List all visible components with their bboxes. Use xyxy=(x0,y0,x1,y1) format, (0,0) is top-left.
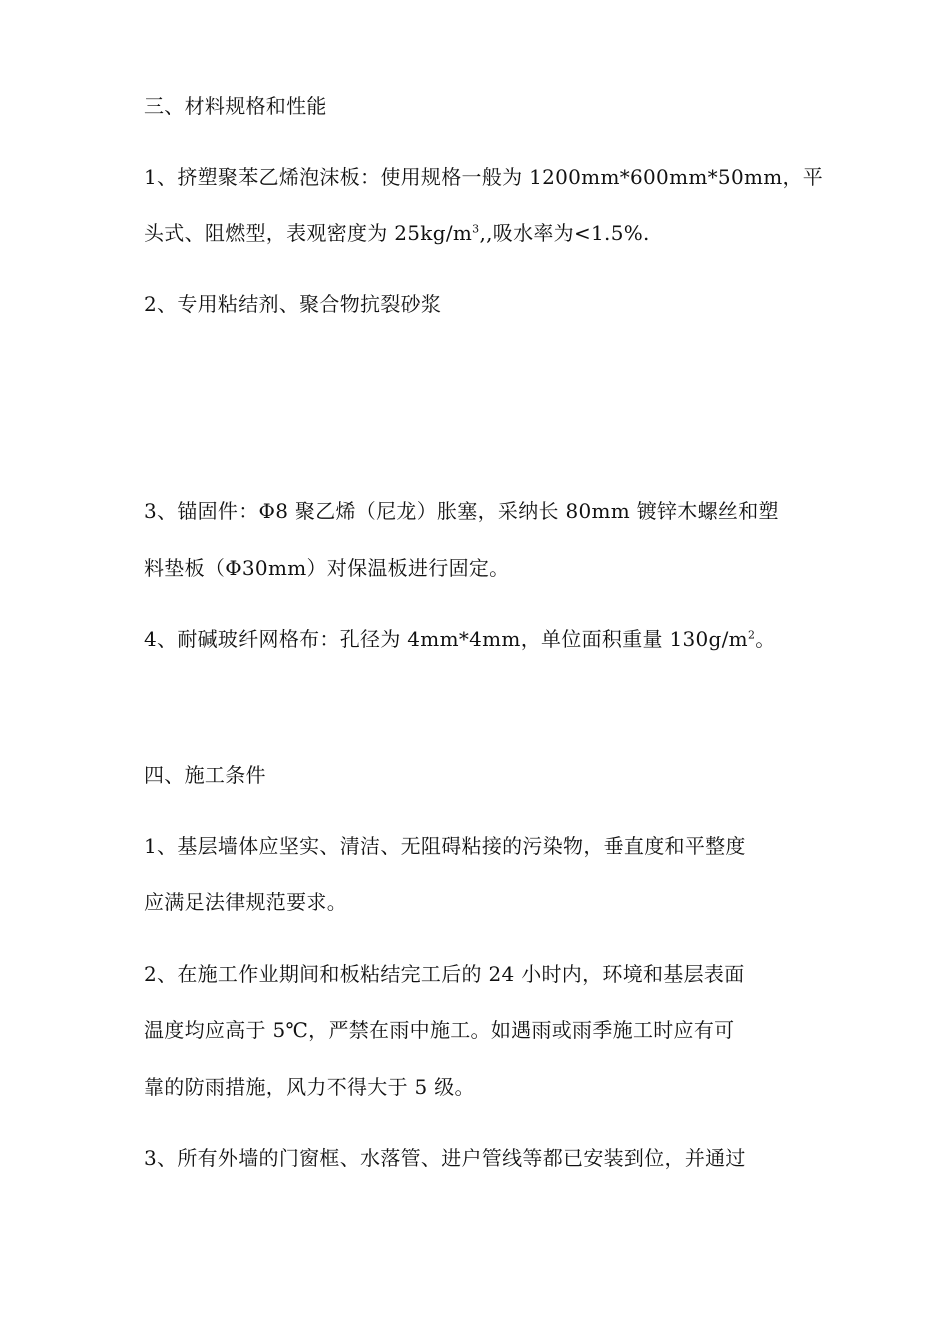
section-4-item-2-line-1: 2、在施工作业期间和板粘结完工后的 24 小时内，环境和基层表面 xyxy=(144,962,745,986)
section-3-heading: 三、材料规格和性能 xyxy=(144,94,327,118)
section-3-item-3-line-1: 3、锚固件：Φ8 聚乙烯（尼龙）胀塞，采纳长 80mm 镀锌木螺丝和塑 xyxy=(144,499,779,523)
section-4-heading: 四、施工条件 xyxy=(144,763,266,787)
section-3-item-1-line-1: 1、挤塑聚苯乙烯泡沫板：使用规格一般为 1200mm*600mm*50mm，平 xyxy=(144,165,824,189)
section-3-item-2: 2、专用粘结剂、聚合物抗裂砂浆 xyxy=(144,292,442,316)
square-superscript: 2 xyxy=(747,628,756,642)
section-4-item-1-line-1: 1、基层墙体应坚实、清洁、无阻碍粘接的污染物，垂直度和平整度 xyxy=(144,834,746,858)
mesh-text: 4、耐碱玻纤网格布：孔径为 4mm*4mm，单位面积重量 130g/m xyxy=(144,627,748,651)
section-4-item-3-line-1: 3、所有外墙的门窗框、水落管、进户管线等都已安装到位，并通过 xyxy=(144,1146,746,1170)
section-4-item-2-line-2: 温度均应高于 5℃，严禁在雨中施工。如遇雨或雨季施工时应有可 xyxy=(144,1018,735,1042)
cubic-superscript: 3 xyxy=(472,222,480,236)
section-3-item-4 xyxy=(144,626,810,652)
section-4-item-1-line-2: 应满足法律规范要求。 xyxy=(144,890,347,914)
density-text: 头式、阻燃型，表观密度为 25kg/m xyxy=(144,221,473,245)
section-4-item-2-line-3: 靠的防雨措施，风力不得大于 5 级。 xyxy=(144,1075,475,1099)
mesh-text-end: 。 xyxy=(755,627,776,651)
section-3-item-1-line-2 xyxy=(144,220,810,246)
section-3-item-3-line-2: 料垫板（Φ30mm）对保温板进行固定。 xyxy=(144,556,510,580)
absorption-text: ,,吸水率为<1.5%. xyxy=(479,221,650,245)
